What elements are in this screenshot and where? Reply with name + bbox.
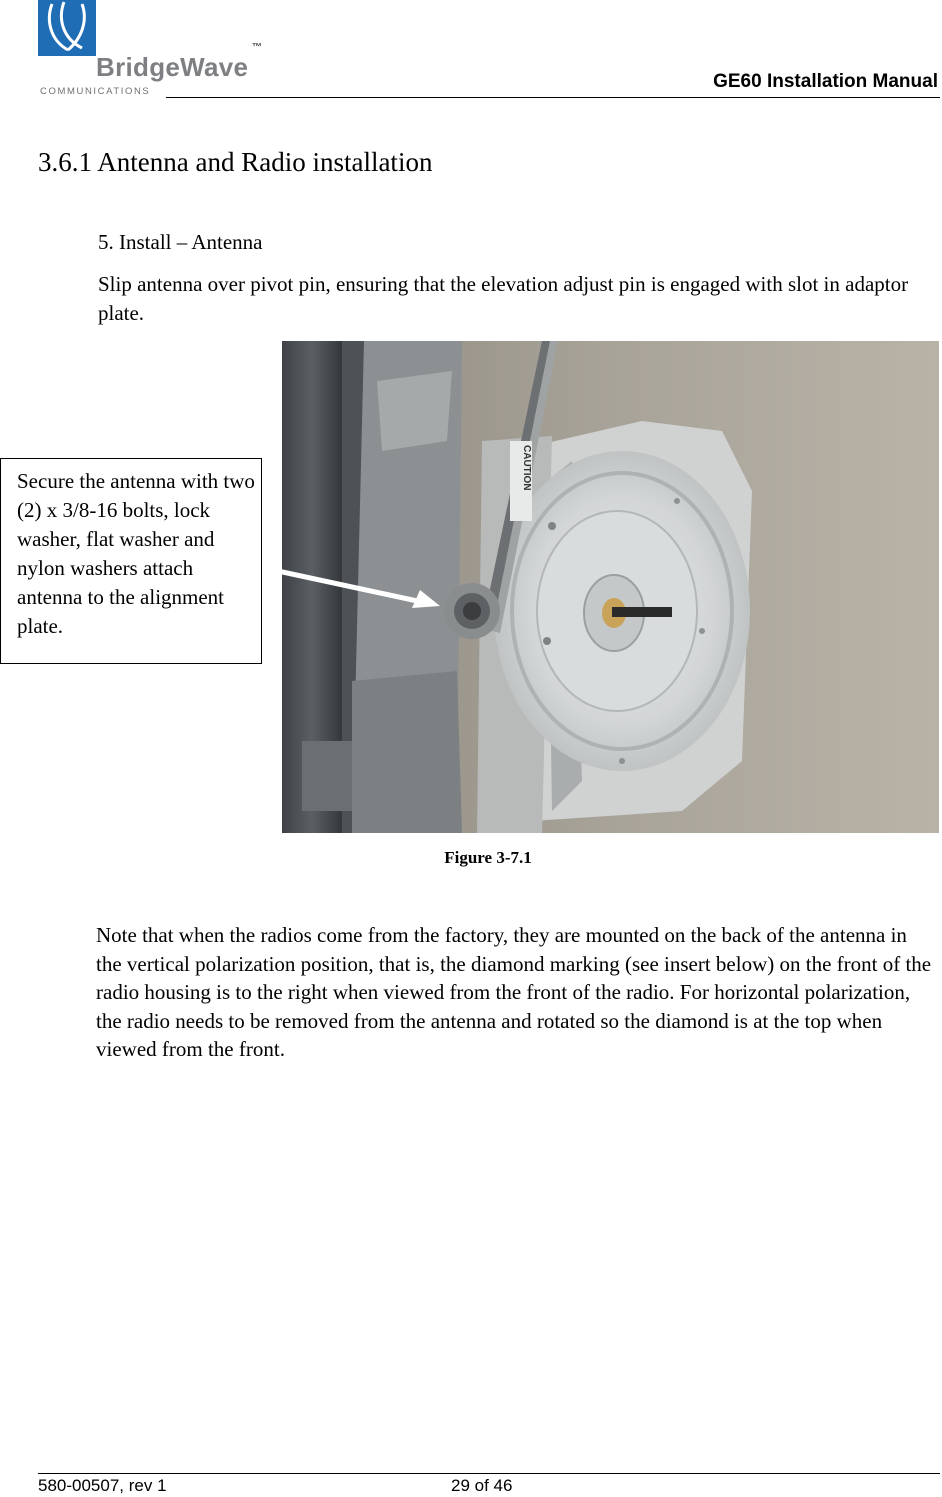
callout-box: Secure the antenna with two (2) x 3/8-16 bolts, lock washer, flat washer and nylon washers attach antenna to the alignment plate. xyxy=(0,458,262,664)
logo-trademark: ™ xyxy=(252,42,262,53)
header-title: GE60 Installation Manual xyxy=(713,71,938,92)
callout-arrow-icon xyxy=(262,560,442,620)
logo-brand-text: BridgeWave xyxy=(96,52,249,82)
step-instructions: Slip antenna over pivot pin, ensuring that the elevation adjust pin is engaged with slot in adaptor plate. xyxy=(98,272,909,325)
polarization-note: Note that when the radios come from the factory, they are mounted on the back of the antenna in the vertical polarization position, that is, the diamond marking (see insert below) on the front of the radio housing is to the right when viewed from the front of the radio. For horizontal polarization, the radio needs to be removed from the antenna and rotated so the diamond is at the top when viewed from the front. xyxy=(96,923,932,1061)
header-divider xyxy=(166,97,940,98)
step-heading: 5. Install – Antenna xyxy=(98,230,263,254)
figure-caption: Figure 3-7.1 xyxy=(444,848,532,867)
logo-tagline: COMMUNICATIONS xyxy=(40,86,151,97)
section-heading: 3.6.1 Antenna and Radio installation xyxy=(38,147,433,177)
company-logo xyxy=(38,0,278,100)
footer-page-number: 29 of 46 xyxy=(451,1476,513,1495)
footer-divider xyxy=(38,1473,940,1474)
logo-mark-icon xyxy=(38,0,96,56)
footer-doc-number: 580-00507, rev 1 xyxy=(38,1476,167,1495)
caution-label: CAUTION xyxy=(521,445,532,491)
